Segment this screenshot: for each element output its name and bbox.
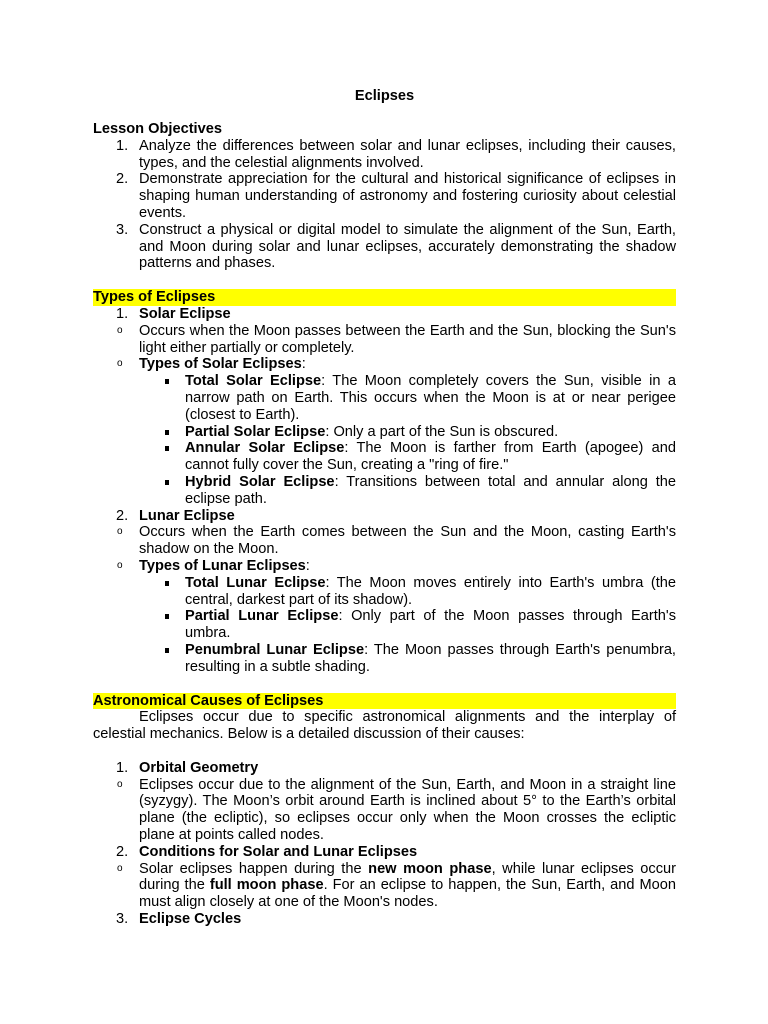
lunar-eclipse-title: Lunar Eclipse bbox=[139, 507, 235, 524]
solar-type-text: : The Moon completely covers the Sun, visible in a narrow path on Earth. This occurs when the Moon is at or near perigee (closest to Earth). bbox=[185, 373, 676, 423]
solar-types-list bbox=[139, 373, 676, 507]
solar-eclipse-item bbox=[93, 306, 676, 508]
circle-bullet-icon: o bbox=[117, 862, 123, 874]
objectives-heading: Lesson Objectives bbox=[93, 121, 222, 137]
circle-bullet-icon: o bbox=[117, 526, 123, 538]
cause-sub-bold: new moon phase bbox=[368, 860, 492, 877]
cause-title: Orbital Geometry bbox=[139, 759, 259, 776]
solar-type-text: : Transitions between total and annular along the eclipse path. bbox=[185, 473, 677, 507]
objective-text: Construct a physical or digital model to simulate the alignment of the Sun, Earth, and Moon during solar and lunar eclipses, accurately demonstrating the shadow patterns and phases. bbox=[139, 221, 676, 272]
list-number: 3. bbox=[116, 911, 129, 928]
solar-types-item bbox=[93, 356, 676, 507]
causes-intro: Eclipses occur due to specific astronomical alignments and the interplay of celestial mechanics. Below is a detailed discussion of their causes: bbox=[93, 709, 676, 743]
circle-bullet-icon: o bbox=[117, 778, 123, 790]
objective-text: Analyze the differences between solar and lunar eclipses, including their causes, types, and the celestial alignments involved. bbox=[139, 137, 676, 171]
circle-bullet-icon: o bbox=[117, 324, 123, 336]
lunar-desc: Occurs when the Earth comes between the Sun and the Moon, casting Earth's shadow on the Moon. bbox=[139, 524, 676, 558]
causes-heading: Astronomical Causes of Eclipses bbox=[93, 693, 676, 710]
square-bullet-icon bbox=[165, 480, 169, 485]
cause-item bbox=[93, 844, 676, 911]
lunar-type-text: : The Moon moves entirely into Earth's umbra (the central, darkest part of its shadow). bbox=[185, 574, 677, 608]
cause-sublist bbox=[93, 777, 676, 844]
lunar-type-text: : The Moon passes through Earth's penumbra, resulting in a subtle shading. bbox=[185, 641, 676, 675]
colon: : bbox=[301, 356, 306, 373]
list-number: 3. bbox=[116, 221, 129, 238]
document-title: Eclipses bbox=[354, 88, 415, 104]
cause-sub-item bbox=[93, 861, 676, 911]
cause-sub-text: . For an eclipse to happen, the Sun, Earth, and Moon must align closely at one of the Moon's nodes. bbox=[139, 877, 677, 911]
circle-bullet-icon: o bbox=[117, 358, 123, 370]
square-bullet-icon bbox=[165, 648, 169, 653]
lunar-eclipse-item bbox=[93, 508, 676, 676]
lunar-type-term: Total Lunar Eclipse bbox=[185, 574, 326, 591]
lunar-type-item bbox=[139, 608, 676, 642]
square-bullet-icon bbox=[165, 430, 169, 435]
list-number: 1. bbox=[116, 305, 129, 322]
solar-type-item bbox=[139, 474, 676, 508]
lunar-type-term: Penumbral Lunar Eclipse bbox=[185, 641, 365, 658]
solar-type-item bbox=[139, 440, 676, 474]
cause-sublist bbox=[93, 861, 676, 911]
types-list bbox=[93, 306, 676, 676]
cause-item bbox=[93, 911, 676, 928]
square-bullet-icon bbox=[165, 614, 169, 619]
solar-eclipse-title: Solar Eclipse bbox=[139, 305, 231, 322]
blank-line bbox=[93, 743, 676, 760]
lunar-sublist bbox=[93, 524, 676, 675]
list-number: 2. bbox=[116, 171, 129, 188]
objective-item bbox=[93, 222, 676, 272]
solar-type-term: Annular Solar Eclipse bbox=[185, 440, 345, 457]
objective-item bbox=[93, 171, 676, 221]
cause-sub-text: Solar eclipses happen during the bbox=[139, 860, 369, 877]
circle-bullet-icon: o bbox=[117, 559, 123, 571]
list-number: 2. bbox=[116, 843, 129, 860]
solar-desc: Occurs when the Moon passes between the Earth and the Sun, blocking the Sun's light either partially or completely. bbox=[139, 322, 676, 356]
lunar-desc-item bbox=[93, 524, 676, 558]
list-number: 1. bbox=[116, 137, 129, 154]
solar-type-term: Total Solar Eclipse bbox=[185, 373, 322, 390]
solar-sublist bbox=[93, 323, 676, 508]
solar-type-term: Partial Solar Eclipse bbox=[185, 423, 326, 440]
causes-list bbox=[93, 760, 676, 928]
lunar-type-item bbox=[139, 575, 676, 609]
objective-item bbox=[93, 138, 676, 172]
solar-type-text: : The Moon is farther from Earth (apogee) and cannot fully cover the Sun, creating a "ring of fire." bbox=[185, 440, 676, 474]
lunar-types-item bbox=[93, 558, 676, 676]
cause-title: Eclipse Cycles bbox=[139, 911, 242, 928]
colon: : bbox=[305, 557, 310, 574]
solar-desc-item bbox=[93, 323, 676, 357]
cause-sub-text: , while lunar eclipses occur during the bbox=[139, 860, 676, 894]
solar-type-item bbox=[139, 424, 676, 441]
cause-sub-bold: full moon phase bbox=[209, 877, 324, 894]
lunar-type-text: : Only part of the Moon passes through Earth's umbra. bbox=[185, 608, 676, 642]
cause-title: Conditions for Solar and Lunar Eclipses bbox=[139, 843, 418, 860]
cause-sub-text: Eclipses occur due to the alignment of the Sun, Earth, and Moon in a straight line (syzygy). The Moon’s orbit around Earth is inclined about 5° to the Earth’s orbital plane (the ecliptic), so eclipses occur only when the Moon crosses the ecliptic plane at points called nodes. bbox=[139, 776, 676, 844]
solar-types-title: Types of Solar Eclipses bbox=[139, 356, 302, 373]
lunar-types-title: Types of Lunar Eclipses bbox=[139, 557, 306, 574]
types-heading: Types of Eclipses bbox=[93, 289, 676, 306]
cause-sub-item bbox=[93, 777, 676, 844]
list-number: 1. bbox=[116, 759, 129, 776]
list-number: 2. bbox=[116, 507, 129, 524]
lunar-type-term: Partial Lunar Eclipse bbox=[185, 608, 339, 625]
square-bullet-icon bbox=[165, 446, 169, 451]
objectives-list bbox=[93, 138, 676, 272]
objective-text: Demonstrate appreciation for the cultural and historical significance of eclipses in shaping human understanding of astronomy and fostering curiosity about celestial events. bbox=[139, 171, 676, 221]
square-bullet-icon bbox=[165, 581, 169, 586]
lunar-types-list bbox=[139, 575, 676, 676]
solar-type-item bbox=[139, 373, 676, 423]
solar-type-term: Hybrid Solar Eclipse bbox=[185, 473, 335, 490]
cause-item bbox=[93, 760, 676, 844]
lunar-type-item bbox=[139, 642, 676, 676]
document-body bbox=[93, 121, 676, 928]
square-bullet-icon bbox=[165, 379, 169, 384]
solar-type-text: : Only a part of the Sun is obscured. bbox=[325, 423, 559, 440]
